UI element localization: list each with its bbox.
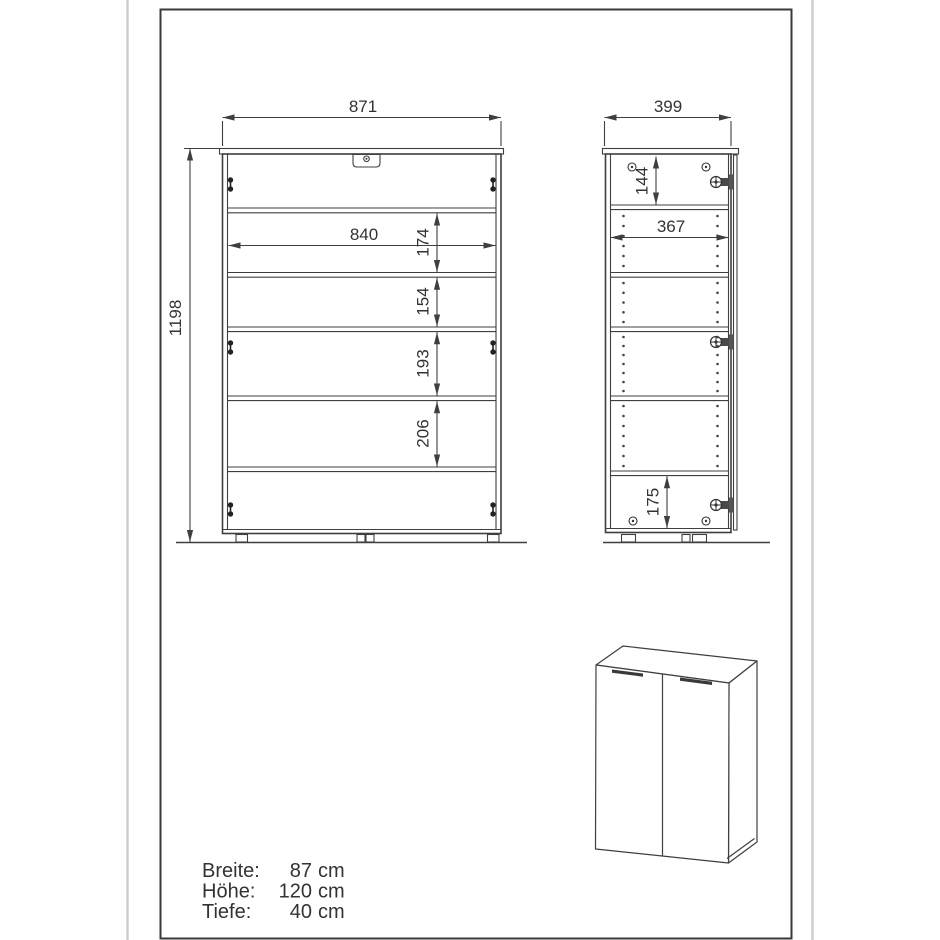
spec-row-unit: cm	[318, 901, 345, 923]
spec-row-value: 87	[289, 860, 312, 882]
spec-row-value: 40	[289, 901, 312, 923]
side-feet	[622, 535, 707, 543]
isometric-view	[596, 646, 758, 863]
front-feet	[236, 535, 499, 543]
side-inner-depth-label: 367	[656, 217, 686, 236]
spec-row-value: 120	[278, 880, 312, 903]
spec-table	[202, 860, 345, 923]
front-width-dim-label: 871	[348, 97, 378, 116]
front-height-dim-label: 1198	[166, 299, 185, 337]
side-view	[603, 97, 771, 543]
front-spacing-3-label: 193	[413, 349, 433, 378]
iso-right-face	[729, 661, 758, 863]
side-bottom-compartment-label: 175	[643, 487, 663, 517]
front-spacing-2-label: 154	[413, 287, 433, 316]
spec-row-unit: cm	[318, 860, 345, 882]
side-top-compartment-label: 144	[632, 166, 652, 196]
spec-row-label: Tiefe:	[202, 901, 252, 923]
front-inner-width-dim-label: 840	[349, 225, 379, 244]
spec-row-unit: cm	[318, 880, 345, 903]
front-spacing-1-label: 174	[413, 228, 433, 257]
front-spacing-4-label: 206	[413, 419, 433, 448]
side-door-edge	[734, 155, 738, 530]
spec-row-label: Höhe:	[202, 880, 256, 903]
front-view	[166, 97, 527, 543]
side-depth-dim-label: 399	[653, 97, 683, 116]
spec-row-label: Breite:	[202, 860, 260, 882]
